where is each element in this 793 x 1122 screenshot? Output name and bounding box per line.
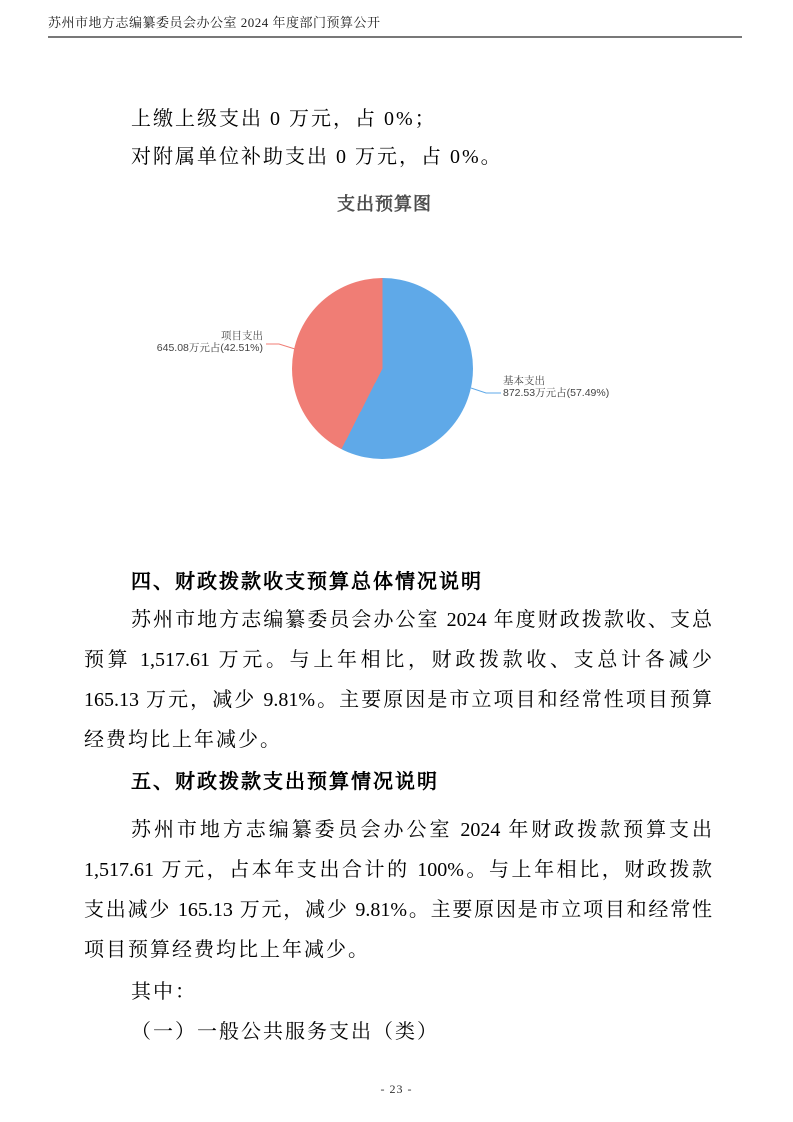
header-title: 苏州市地方志编纂委员会办公室 2024 年度部门预算公开 — [48, 15, 381, 30]
pie-label-project — [113, 331, 263, 354]
paragraph-line: 预算 1,517.61 万元。与上年相比，财政拨款收、支总计各减少 — [84, 649, 712, 671]
paragraph-line: 经费均比上年减少。 — [84, 729, 282, 751]
pie-chart — [292, 278, 473, 459]
paragraph-line: 165.13 万元，减少 9.81%。主要原因是市立项目和经常性项目预算 — [84, 689, 712, 711]
intro-paragraph — [84, 100, 712, 176]
label-line-project-icon — [266, 344, 295, 349]
paragraph-line: 项目预算经费均比上年减少。 — [84, 939, 370, 961]
closing-line-qizhong: 其中： — [131, 981, 197, 1003]
section-5-paragraph — [84, 810, 712, 970]
pie-label-basic-name: 基本支出 — [503, 375, 545, 387]
paragraph-line: 苏州市地方志编纂委员会办公室 2024 年财政拨款预算支出 — [131, 819, 712, 841]
page-header — [48, 12, 742, 38]
section-4-paragraph — [84, 600, 712, 760]
intro-line: 对附属单位补助支出 0 万元，占 0%。 — [131, 146, 503, 168]
page-number: - 23 - — [380, 1082, 413, 1096]
chart-title: 支出预算图 — [337, 194, 432, 214]
label-line-basic-icon — [471, 388, 501, 393]
pie-label-basic — [503, 376, 663, 399]
closing-line-category: （一）一般公共服务支出（类） — [131, 1021, 439, 1043]
paragraph-line: 1,517.61 万元，占本年支出合计的 100%。与上年相比，财政拨款 — [84, 859, 712, 881]
intro-line: 上缴上级支出 0 万元，占 0%； — [131, 108, 437, 130]
paragraph-line: 苏州市地方志编纂委员会办公室 2024 年度财政拨款收、支总 — [131, 609, 712, 631]
section-heading-5: 五、财政拨款支出预算情况说明 — [131, 771, 439, 793]
pie-label-project-value: 645.08万元占(42.51%) — [156, 341, 263, 354]
paragraph-line: 支出减少 165.13 万元，减少 9.81%。主要原因是市立项目和经常性 — [84, 899, 712, 921]
section-heading-4: 四、财政拨款收支预算总体情况说明 — [131, 571, 483, 593]
pie-label-project-name: 项目支出 — [221, 330, 263, 342]
pie-label-basic-value: 872.53万元占(57.49%) — [503, 386, 610, 399]
